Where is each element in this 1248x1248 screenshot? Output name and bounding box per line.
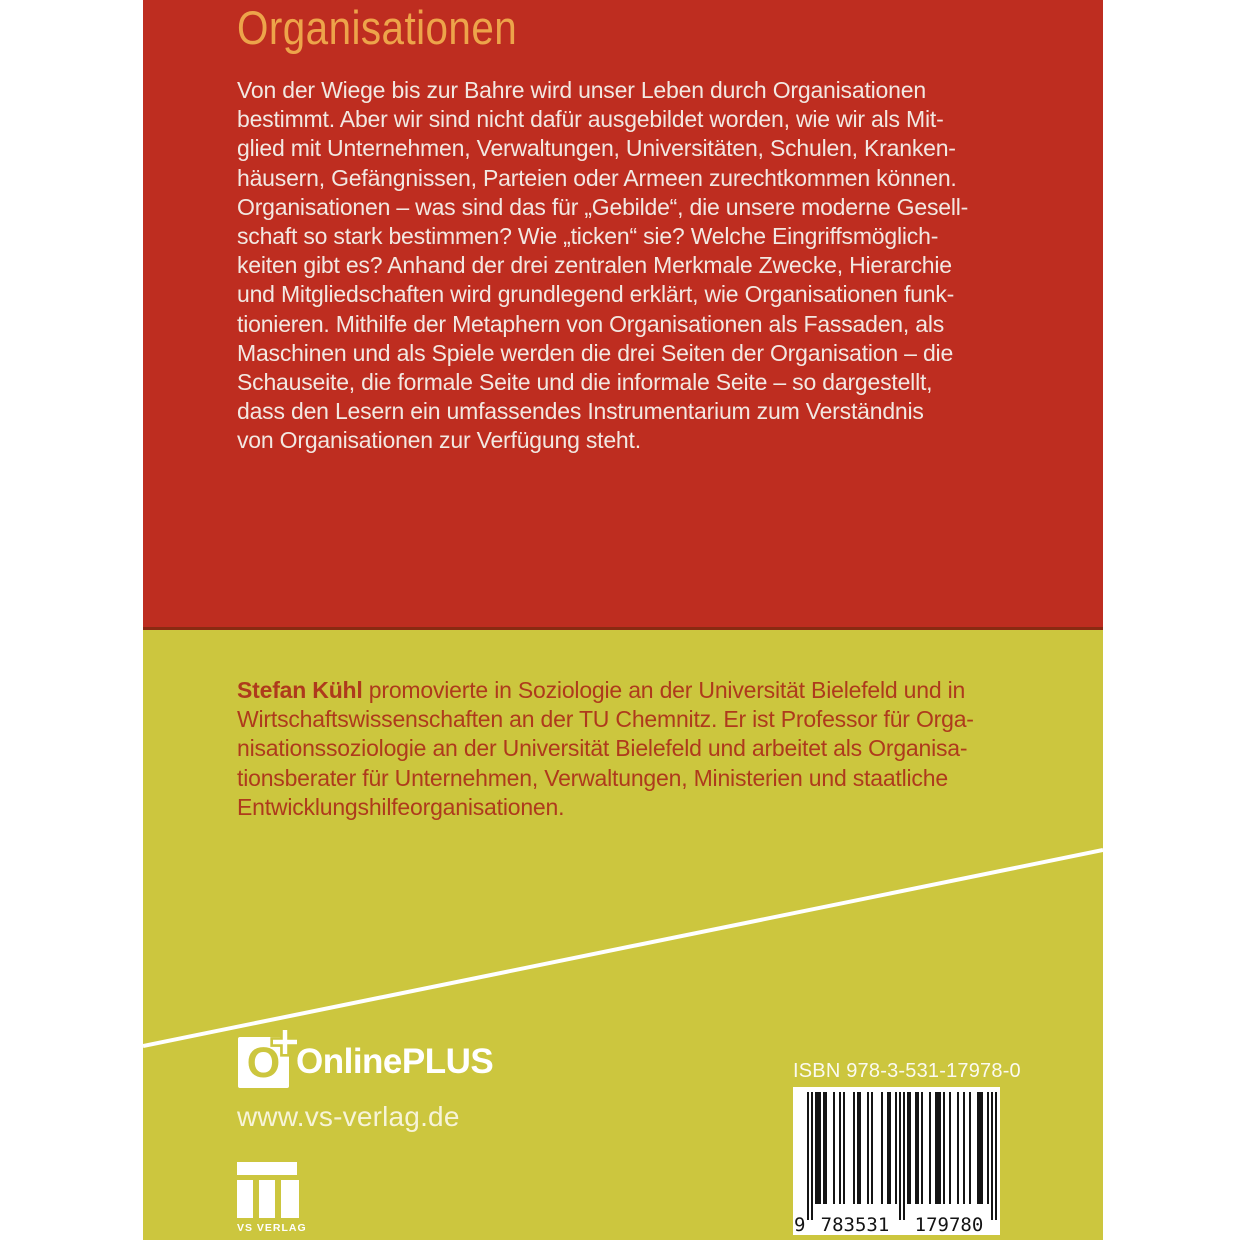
- description-line: tionieren. Mithilfe der Metaphern von Organisationen als Fassaden, als: [237, 310, 945, 337]
- vs-verlag-label: VS VERLAG: [237, 1222, 307, 1234]
- description-line: keiten gibt es? Anhand der drei zentralen Merkmale Zwecke, Hierarchie: [237, 252, 952, 279]
- description-line: bestimmt. Aber wir sind nicht dafür ausgebildet worden, wie wir als Mit-: [237, 106, 944, 133]
- author-bio-line: [237, 676, 974, 705]
- isbn-label: ISBN 978-3-531-17978-0: [793, 1060, 1021, 1082]
- description-line: schaft so stark bestimmen? Wie „ticken“ sie? Welche Eingriffsmöglich-: [237, 223, 939, 250]
- description-line: und Mitgliedschaften wird grundlegend erklärt, wie Organisationen funk-: [237, 281, 955, 308]
- book-back-cover: [143, 0, 1103, 1240]
- svg-text:9: 9: [794, 1214, 806, 1235]
- svg-text:179780: 179780: [914, 1214, 984, 1235]
- onlineplus-icon: [238, 1037, 289, 1088]
- svg-text:783531: 783531: [820, 1214, 890, 1235]
- publisher-website: www.vs-verlag.de: [237, 1101, 460, 1132]
- author-bio-line: nisationssoziologie an der Universität Bielefeld und arbeitet als Organisa-: [237, 735, 968, 762]
- cover-top-red-panel: [143, 0, 1103, 630]
- description-line: Schauseite, die formale Seite und die informale Seite – so dargestellt,: [237, 369, 933, 396]
- author-bio: [237, 676, 974, 822]
- vs-logo-columns: [237, 1180, 301, 1218]
- vs-logo-column: [237, 1180, 253, 1218]
- cover-bottom-yellow-panel: [143, 630, 1103, 1240]
- author-bio-line: tionsberater für Unternehmen, Verwaltungen, Ministerien und staatliche: [237, 764, 948, 791]
- book-title: Organisationen: [237, 1, 518, 54]
- vs-logo-column: [259, 1180, 275, 1218]
- description-line: glied mit Unternehmen, Verwaltungen, Universitäten, Schulen, Kranken-: [237, 135, 956, 162]
- author-bio-line: Entwicklungshilfeorganisationen.: [237, 793, 565, 820]
- description-line: Maschinen und als Spiele werden die drei Seiten der Organisation – die: [237, 339, 954, 366]
- description-line: Von der Wiege bis zur Bahre wird unser Leben durch Organisationen: [237, 77, 926, 103]
- onlineplus-o-glyph: O: [246, 1039, 281, 1087]
- vs-logo-top-bar: [237, 1162, 297, 1175]
- author-bio-line: Wirtschaftswissenschaften an der TU Chemnitz. Er ist Professor für Orga-: [237, 706, 974, 733]
- vs-verlag-logo: [237, 1162, 307, 1234]
- author-name: Stefan Kühl: [237, 677, 363, 703]
- barcode-svg: [793, 1087, 1000, 1235]
- author-bio-text: promovierte in Soziologie an der Universität Bielefeld und in: [362, 677, 966, 703]
- author-bio-lines: [237, 705, 974, 822]
- description-line: Organisationen – was sind das für „Gebilde“, die unsere moderne Gesell-: [237, 193, 969, 220]
- vs-logo-column: [281, 1180, 299, 1218]
- description-line: dass den Lesern ein umfassendes Instrumentarium zum Verständnis: [237, 398, 924, 425]
- book-description: [237, 76, 1037, 456]
- isbn-barcode: [793, 1087, 1000, 1235]
- description-line: häusern, Gefängnissen, Parteien oder Armeen zurechtkommen können.: [237, 164, 957, 191]
- description-line: von Organisationen zur Verfügung steht.: [237, 427, 641, 454]
- onlineplus-label: OnlinePLUS: [296, 1042, 494, 1081]
